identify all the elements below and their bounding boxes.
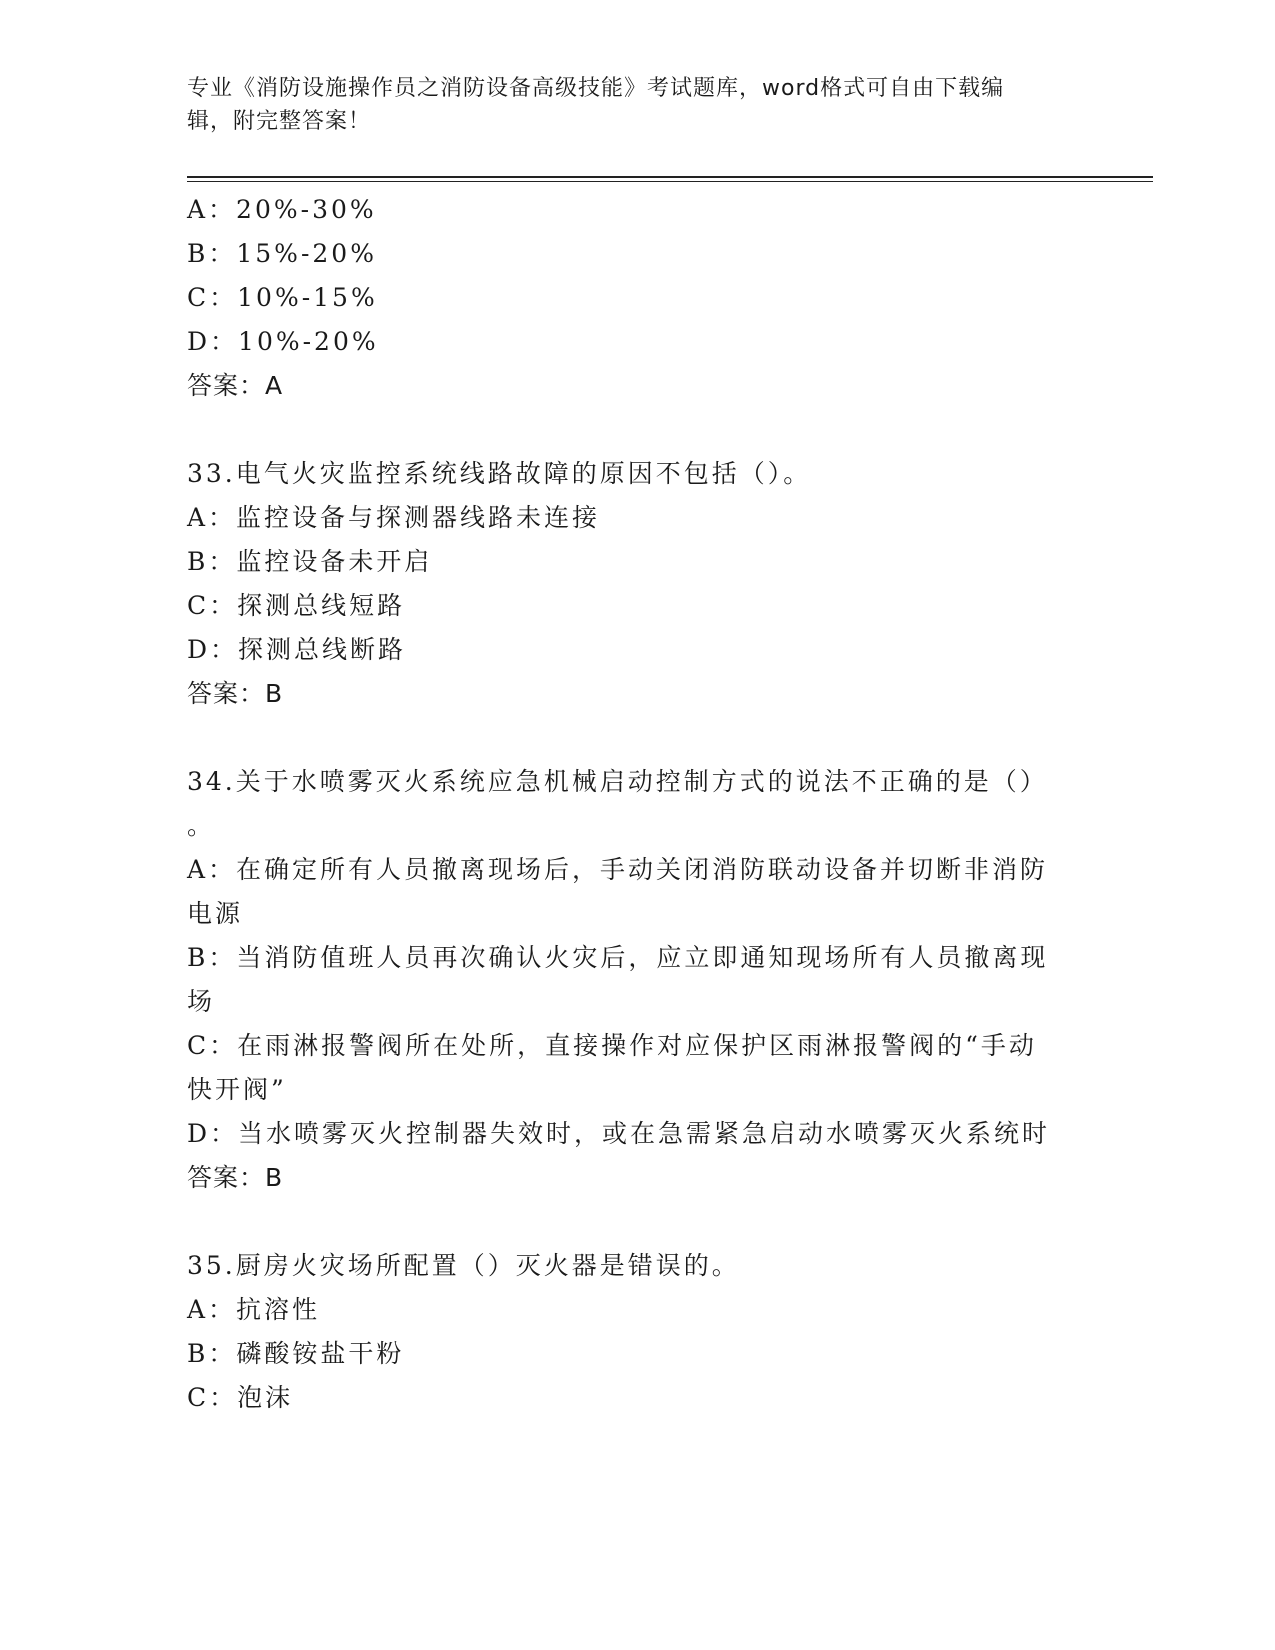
q34-question-line-2: 。 — [187, 811, 216, 840]
q34-question-line-1: 34.关于水喷雾灭火系统应急机械启动控制方式的说法不正确的是（） — [187, 767, 1048, 796]
header-divider-thin — [187, 181, 1153, 182]
document-header — [187, 72, 1067, 138]
q33-option-c: C：探测总线短路 — [187, 591, 406, 620]
q34-option-c-line-1: C：在雨淋报警阀所在处所，直接操作对应保护区雨淋报警阀的“手动 — [187, 1031, 1037, 1060]
q32-option-d: D：10%-20% — [187, 327, 379, 356]
q33-option-d: D：探测总线断路 — [187, 635, 407, 664]
q34-option-b-line-2: 场 — [187, 987, 216, 1016]
q35-option-c: C：泡沫 — [187, 1383, 294, 1412]
q34-option-c-line-2: 快开阀” — [187, 1075, 287, 1104]
q33-question: 33.电气火灾监控系统线路故障的原因不包括（）。 — [187, 459, 812, 488]
q34-option-a-line-2: 电源 — [187, 899, 244, 928]
q33-answer: 答案：B — [187, 679, 284, 708]
q33-option-a: A：监控设备与探测器线路未连接 — [187, 503, 601, 532]
q35-option-b: B：磷酸铵盐干粉 — [187, 1339, 405, 1368]
q32-answer: 答案：A — [187, 371, 284, 400]
q32-option-c: C：10%-15% — [187, 283, 378, 312]
q34-answer: 答案：B — [187, 1163, 284, 1192]
q35-option-a: A：抗溶性 — [187, 1295, 321, 1324]
q34-option-d: D：当水喷雾灭火控制器失效时，或在急需紧急启动水喷雾灭火系统时 — [187, 1119, 1051, 1148]
q34-option-b-line-1: B：当消防值班人员再次确认火灾后，应立即通知现场所有人员撤离现 — [187, 943, 1049, 972]
header-line-2: 辑，附完整答案！ — [187, 109, 372, 134]
q35-question: 35.厨房火灾场所配置（）灭火器是错误的。 — [187, 1251, 740, 1280]
q32-option-b: B：15%-20% — [187, 239, 377, 268]
q34-option-a-line-1: A：在确定所有人员撤离现场后，手动关闭消防联动设备并切断非消防 — [187, 855, 1049, 884]
q33-option-b: B：监控设备未开启 — [187, 547, 433, 576]
q32-option-a: A：20%-30% — [187, 195, 377, 224]
header-divider-thick — [187, 176, 1153, 178]
header-line-1: 专业《消防设施操作员之消防设备高级技能》考试题库，word格式可自由下载编 — [187, 76, 1005, 101]
